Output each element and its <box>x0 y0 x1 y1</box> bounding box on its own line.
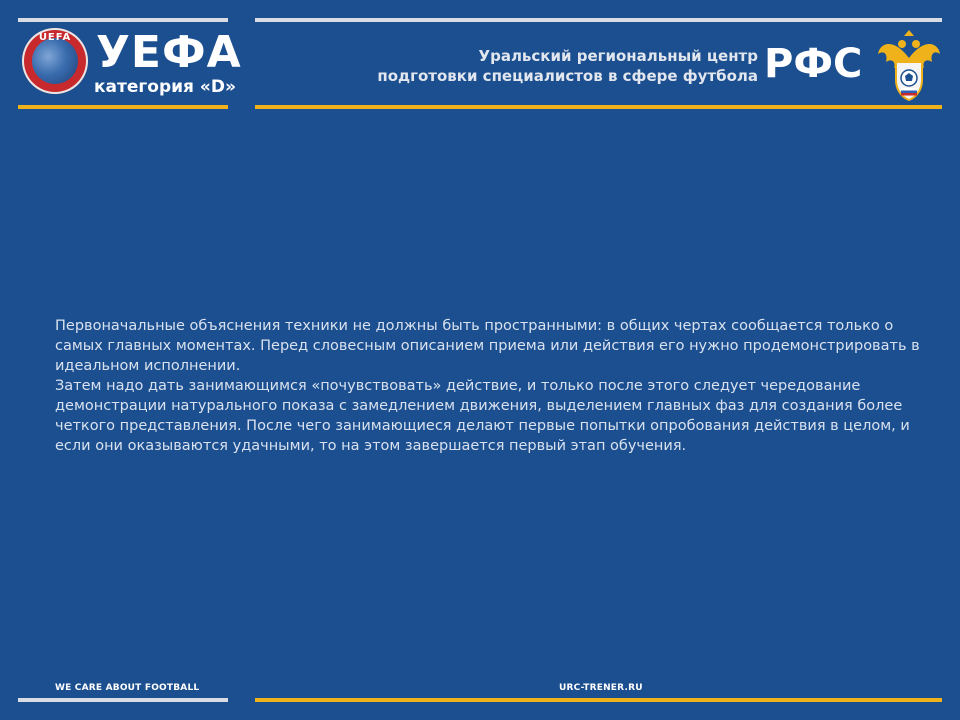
paragraph-1: Первоначальные объяснения техники не должны быть пространными: в общих чертах сообщается только о самых главных моментах. Перед словесным описанием приема или действия его нужно продемонстрировать в идеальном исполнении. <box>55 318 920 374</box>
regional-center-title <box>377 46 758 86</box>
footer-left-stripe <box>18 698 228 702</box>
footer-website-link[interactable]: URC-TRENER.RU <box>559 683 643 693</box>
uefa-logo-text: UEFA <box>38 32 72 43</box>
rfs-title: РФС <box>764 41 863 87</box>
header-right-bottom-stripe <box>255 105 942 109</box>
main-text-block <box>55 316 940 456</box>
paragraph-2: Затем надо дать занимающимся «почувствовать» действие, и только после этого следует чередование демонстрации натурального показа с замедлением движения, выделением главных фаз для создания более четкого представления. После чего занимающиеся делают первые попытки опробования действия в целом, и если они оказываются удачными, то на этом завершается первый этап обучения. <box>55 378 910 454</box>
regional-center-line1: Уральский региональный центр <box>478 47 758 65</box>
footer-slogan: WE CARE ABOUT FOOTBALL <box>55 683 200 693</box>
uefa-title: УЕФА <box>96 27 242 78</box>
header-left-top-stripe <box>18 18 228 22</box>
header-right-top-stripe <box>255 18 942 22</box>
header-left-bottom-stripe <box>18 105 228 109</box>
uefa-logo-icon <box>22 28 88 94</box>
rfs-eagle-emblem-icon <box>874 28 944 104</box>
footer-right-stripe <box>255 698 942 702</box>
uefa-category-subtitle: категория «D» <box>94 77 236 97</box>
regional-center-line2: подготовки специалистов в сфере футбола <box>377 67 758 85</box>
